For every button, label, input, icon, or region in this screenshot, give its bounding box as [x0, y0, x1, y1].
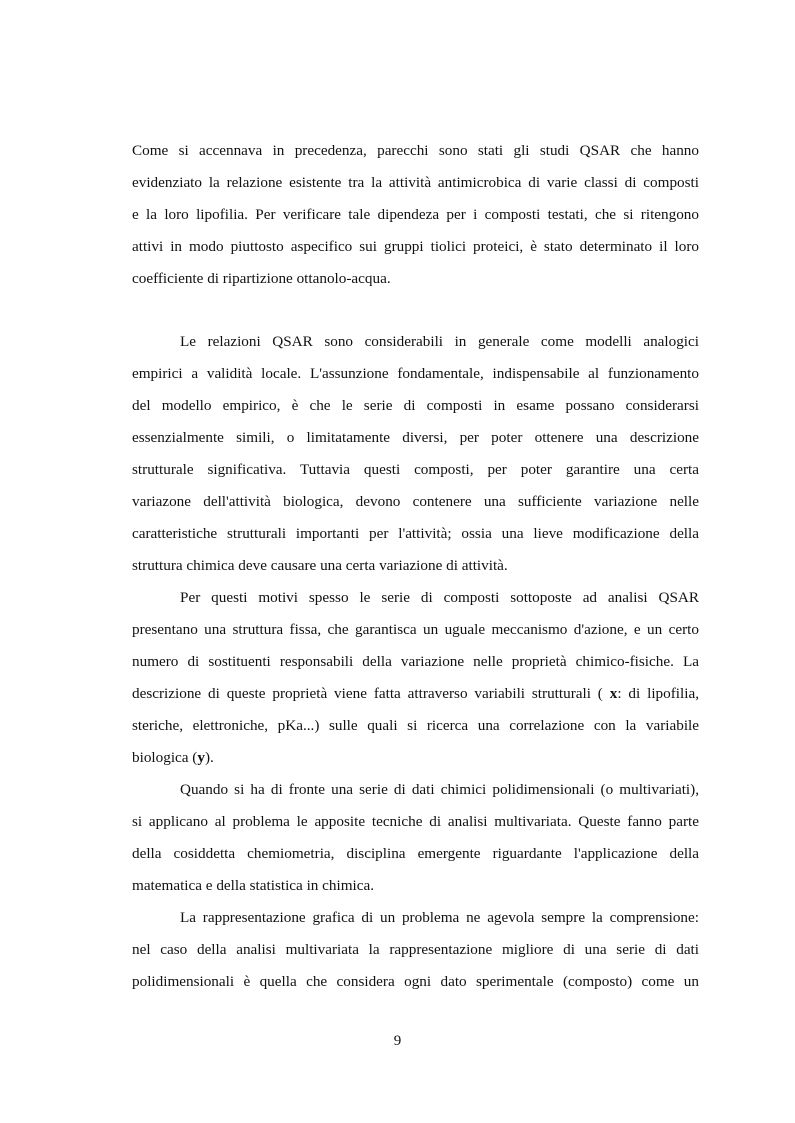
- variable-x: x: [609, 685, 618, 702]
- text-line: strutturale significativa. Tuttavia questi composti, per poter garantire una certa: [132, 461, 699, 478]
- text-run: biologica (: [132, 749, 198, 766]
- text-run: descrizione di queste proprietà viene fatta attraverso variabili strutturali (: [132, 685, 610, 702]
- text-line: variazone dell'attività biologica, devono contenere una sufficiente variazione nelle: [132, 493, 699, 510]
- text-line: polidimensionali è quella che considera ogni dato sperimentale (composto) come un: [132, 973, 699, 990]
- text-line: Le relazioni QSAR sono considerabili in generale come modelli analogici: [180, 333, 699, 350]
- text-line: empirici a validità locale. L'assunzione fondamentale, indispensabile al funzionamento: [132, 365, 699, 382]
- text-line: struttura chimica deve causare una certa variazione di attività.: [132, 557, 508, 574]
- text-line: [132, 683, 699, 705]
- page-number: 9: [393, 1033, 402, 1049]
- text-line: Quando si ha di fronte una serie di dati chimici polidimensionali (o multivariati),: [180, 781, 699, 798]
- text-line: e la loro lipofilia. Per verificare tale dipendeza per i composti testati, che si ritengono: [132, 206, 699, 223]
- text-line: matematica e della statistica in chimica.: [132, 877, 375, 894]
- text-line: si applicano al problema le apposite tecniche di analisi multivariata. Queste fanno parte: [132, 813, 699, 830]
- text-line: nel caso della analisi multivariata la rappresentazione migliore di una serie di dati: [132, 941, 699, 958]
- text-line: [132, 747, 699, 769]
- text-line: del modello empirico, è che le serie di composti in esame possano considerarsi: [132, 397, 699, 414]
- text-line: Per questi motivi spesso le serie di composti sottoposte ad analisi QSAR: [180, 589, 699, 606]
- text-line: caratteristiche strutturali importanti per l'attività; ossia una lieve modificazione della: [132, 525, 699, 542]
- text-line: Come si accennava in precedenza, parecchi sono stati gli studi QSAR che hanno: [132, 142, 699, 159]
- text-line: numero di sostituenti responsabili della variazione nelle proprietà chimico-fisiche. La: [132, 653, 699, 670]
- text-line: della cosiddetta chemiometria, disciplina emergente riguardante l'applicazione della: [132, 845, 699, 862]
- text-run: : di lipofilia,: [617, 685, 699, 702]
- text-line: steriche, elettroniche, pKa...) sulle quali si ricerca una correlazione con la variabile: [132, 717, 699, 734]
- text-line: coefficiente di ripartizione ottanolo-acqua.: [132, 270, 391, 287]
- text-line: essenzialmente simili, o limitatamente diversi, per poter ottenere una descrizione: [132, 429, 699, 446]
- variable-y: y: [197, 749, 205, 766]
- text-line: attivi in modo piuttosto aspecifico sui gruppi tiolici proteici, è stato determinato il loro: [132, 238, 699, 255]
- text-line: La rappresentazione grafica di un problema ne agevola sempre la comprensione:: [180, 909, 699, 926]
- text-line: presentano una struttura fissa, che garantisca un uguale meccanismo d'azione, e un certo: [132, 621, 699, 638]
- text-line: evidenziato la relazione esistente tra la attività antimicrobica di varie classi di composti: [132, 174, 699, 191]
- text-run: ).: [204, 749, 214, 766]
